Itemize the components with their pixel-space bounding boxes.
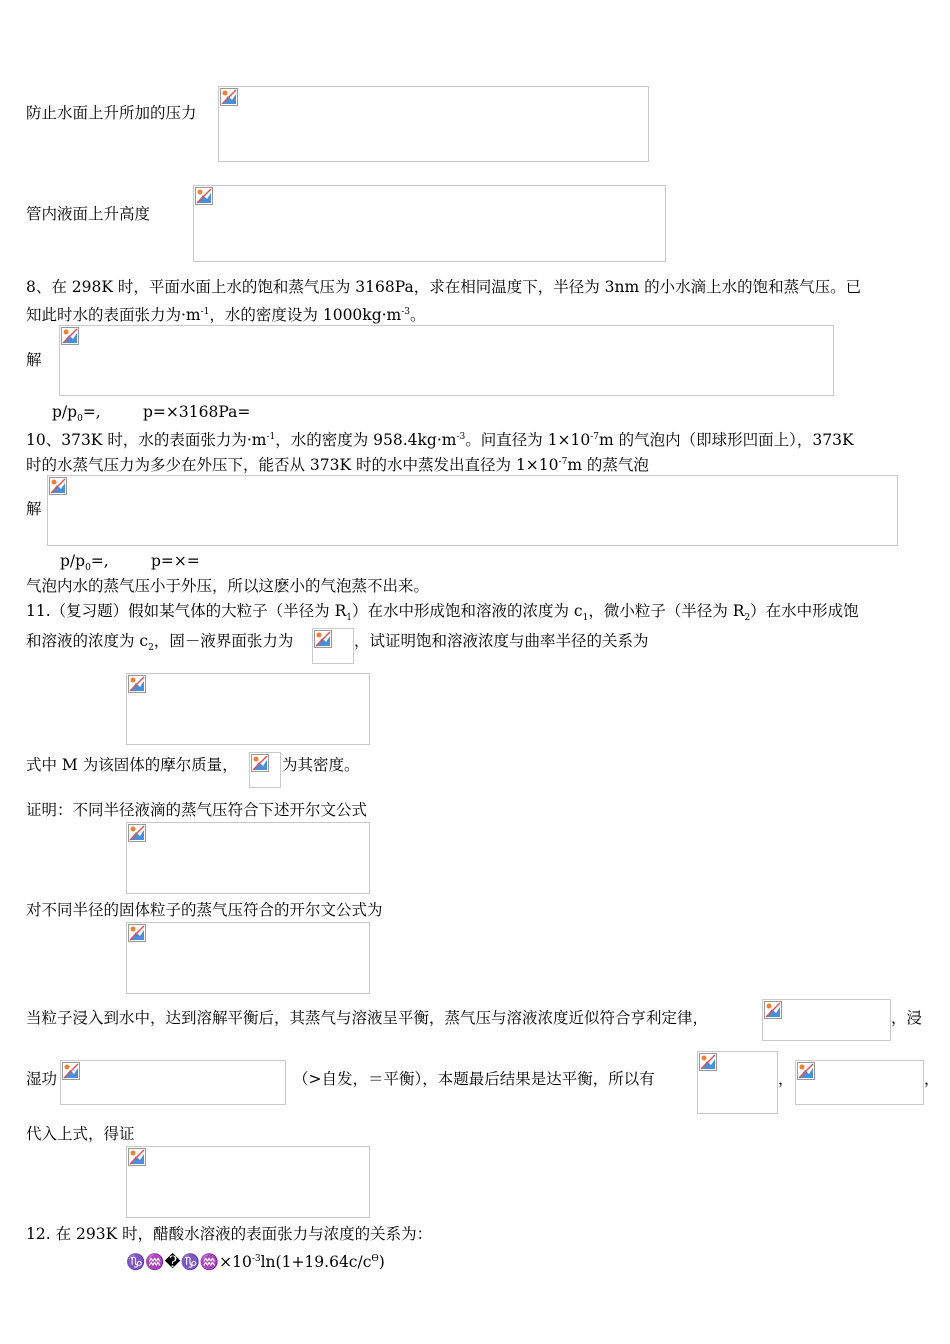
q8-solution-image <box>59 325 834 396</box>
comma-1: ， <box>778 1070 794 1088</box>
q8-solution-label: 解 <box>26 351 42 369</box>
wetting-work-image <box>60 1060 286 1105</box>
broken-image-icon <box>797 1062 815 1080</box>
q10-conclusion: 气泡内水的蒸气压小于外压，所以这麽小的气泡蒸不出来。 <box>26 577 430 595</box>
q10-line2: 时的水蒸气压力为多少在外压下，能否从 373K 时的水中蒸发出直径为 $1\times 10^{-7}m$ 的蒸气泡 <box>26 456 649 475</box>
broken-image-icon <box>128 675 146 693</box>
broken-image-icon <box>195 187 213 205</box>
q8-line1: 8、在 298K 时，平面水面上水的饱和蒸气压为 3168Pa，求在相同温度下，半径为 3nm 的小水滴上水的饱和蒸气压。已 <box>26 278 862 296</box>
q11-line2: 和溶液的浓度为 $c_2$，固－液界面张力为 <box>26 632 294 654</box>
broken-image-icon <box>128 1148 146 1166</box>
q11-proof4-text: （>自发，＝平衡），本题最后结果是达平衡，所以有 <box>293 1070 655 1088</box>
equilibrium-image-1 <box>697 1051 778 1114</box>
q12-line1: 12. 在 293K 时，醋酸水溶液的表面张力与浓度的关系为： <box>26 1225 433 1243</box>
q12-formula: $♑♒�♑♒\times 10^{-3}\ln(1+19.64c/c^ϴ)$ <box>126 1253 385 1272</box>
q11-proof2: 对不同半径的固体粒子的蒸气压符合的开尔文公式为 <box>26 901 383 919</box>
q11-proof3: 当粒子浸入到水中，达到溶解平衡后，其蒸气与溶液呈平衡，蒸气压与溶液浓度近似符合亨利定律， <box>26 1009 709 1027</box>
formula-image-pressure <box>218 86 649 162</box>
q8-result-p: p=×3168Pa= <box>143 403 251 421</box>
q11-line2-end: ，试证明饱和溶液浓度与曲率半径的关系为 <box>354 632 649 650</box>
kelvin-solid-image <box>126 922 370 994</box>
final-result-image <box>126 1146 370 1218</box>
broken-image-icon <box>128 924 146 942</box>
broken-image-icon <box>699 1053 717 1071</box>
q10-result: $p/p_0=$, <box>60 552 109 574</box>
q11-proof5: 代入上式，得证 <box>26 1125 135 1143</box>
broken-image-icon <box>314 630 332 648</box>
broken-image-icon <box>62 1062 80 1080</box>
broken-image-icon <box>49 477 67 495</box>
broken-image-icon <box>764 1001 782 1019</box>
q11-where: 式中 M 为该固体的摩尔质量， <box>26 756 238 774</box>
broken-image-icon <box>251 754 269 772</box>
broken-image-icon <box>220 88 238 106</box>
q11-relation-image <box>126 673 370 745</box>
height-label: 管内液面上升高度 <box>26 205 151 223</box>
q11-proof4-label: 湿功 <box>26 1070 58 1088</box>
gamma-symbol-image <box>312 628 354 664</box>
rho-symbol-image <box>249 752 281 788</box>
q10-solution-label: 解 <box>26 500 42 518</box>
equilibrium-image-2 <box>795 1060 924 1105</box>
broken-image-icon <box>61 327 79 345</box>
q11-proof3-end: ，浸 <box>891 1009 923 1027</box>
q11-proof1: 证明：不同半径液滴的蒸气压符合下述开尔文公式 <box>26 801 368 819</box>
q10-line1: 10、373K 时，水的表面张力为$\cdot m^{-1}$，水的密度为 $958.4kg\cdot m^{-3}$。问直径为 $1\times 10^{-7}m$ 的气泡内（即球形凹面上），373K <box>26 431 854 450</box>
q8-result: $p/p_0=$, <box>52 403 101 425</box>
pressure-label: 防止水面上升所加的压力 <box>26 104 197 122</box>
comma-2: ， <box>924 1070 940 1088</box>
kelvin-liquid-image <box>126 822 370 894</box>
broken-image-icon <box>128 824 146 842</box>
q11-line1: 11.（复习题）假如某气体的大粒子（半径为 $R_1$）在水中形成饱和溶液的浓度为 $c_1$，微小粒子（半径为 $R_2$）在水中形成饱 <box>26 602 859 624</box>
q10-solution-image <box>47 475 898 546</box>
q10-result-p: p=×= <box>151 552 200 570</box>
formula-image-height <box>193 185 666 262</box>
q11-where-end: 为其密度。 <box>282 756 360 774</box>
henry-law-image <box>762 999 891 1041</box>
q8-line2: 知此时水的表面张力为$\cdot m^{-1}$，水的密度设为 $1000kg\cdot m^{-3}$。 <box>26 306 426 325</box>
